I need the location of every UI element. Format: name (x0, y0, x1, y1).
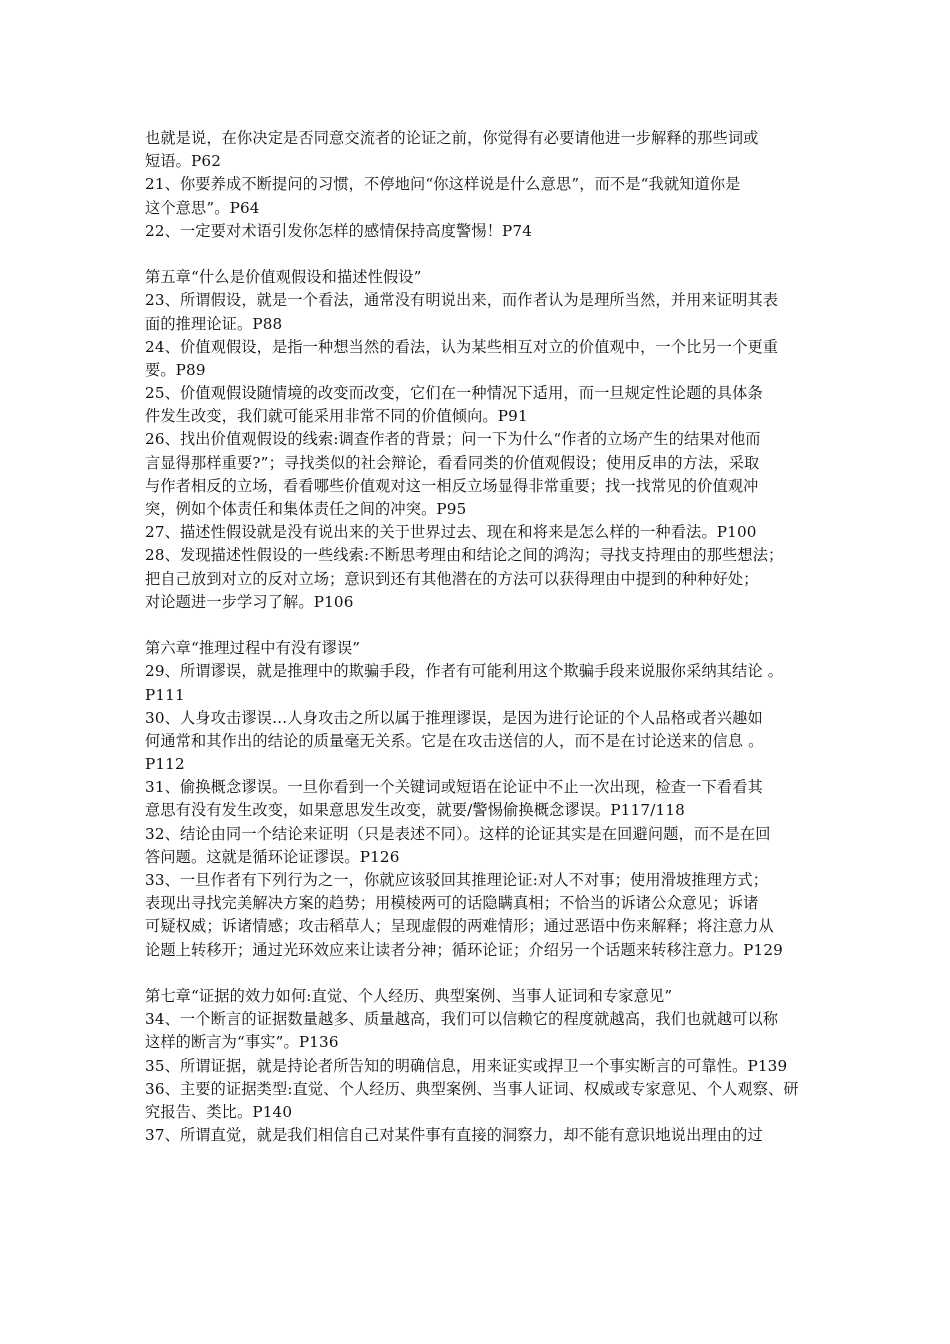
paragraph-line: 24、价值观假设，是指一种想当然的看法，认为某些相互对立的价值观中，一个比另一个更重 (145, 337, 779, 356)
numbered-paragraph (145, 707, 813, 777)
numbered-paragraph (145, 428, 813, 521)
paragraph-line: 答问题。这就是循环论证谬误。P126 (145, 847, 400, 866)
numbered-paragraph (145, 1078, 813, 1124)
paragraph-line: 意思有没有发生改变，如果意思发生改变，就要/警惕偷换概念谬误。P117/118 (145, 801, 685, 820)
numbered-paragraph (145, 660, 813, 706)
paragraph-line: 何通常和其作出的结论的质量毫无关系。它是在攻击送信的人，而不是在讨论送来的信息 。 (145, 731, 764, 750)
paragraph-line: 36、主要的证据类型:直觉、个人经历、典型案例、当事人证词、权威或专家意见、个人观察、研 (145, 1079, 799, 1098)
numbered-paragraph (145, 521, 813, 544)
paragraph-line: 30、人身攻击谬误…人身攻击之所以属于推理谬误，是因为进行论证的个人品格或者兴趣如 (145, 708, 763, 727)
numbered-paragraph (145, 869, 813, 962)
numbered-paragraph (145, 776, 813, 822)
numbered-paragraph (145, 127, 813, 173)
heading-text: 第五章“什么是价值观假设和描述性假设” (145, 268, 422, 287)
paragraph-line: 27、描述性假设就是没有说出来的关于世界过去、现在和将来是怎么样的一种看法。P100 (145, 523, 757, 542)
numbered-paragraph (145, 1124, 813, 1147)
paragraph-line: 对论题进一步学习了解。P106 (145, 592, 354, 611)
numbered-paragraph (145, 289, 813, 335)
paragraph-line: 32、结论由同一个结论来证明（只是表述不同）。这样的论证其实是在回避问题，而不是在回 (145, 824, 771, 843)
paragraph-line: 28、发现描述性假设的一些线索:不断思考理由和结论之间的鸿沟；寻找支持理由的那些想法； (145, 546, 784, 565)
paragraph-line: 26、找出价值观假设的线索:调查作者的背景；问一下为什么“作者的立场产生的结果对他而 (145, 430, 761, 449)
heading-text: 第七章“证据的效力如何:直觉、个人经历、典型案例、当事人证词和专家意见” (145, 986, 673, 1005)
numbered-paragraph (145, 173, 813, 219)
blank-line (145, 962, 813, 985)
paragraph-line: 29、所谓谬误，就是推理中的欺骗手段，作者有可能利用这个欺骗手段来说服你采纳其结论 。 (145, 662, 784, 681)
document-page (145, 127, 813, 1147)
numbered-paragraph (145, 544, 813, 614)
blank-line (145, 243, 813, 266)
heading-text: 第六章“推理过程中有没有谬误” (145, 639, 361, 658)
paragraph-line: 短语。P62 (145, 152, 222, 171)
paragraph-line: 这个意思”。P64 (145, 198, 260, 217)
numbered-paragraph (145, 336, 813, 382)
paragraph-line: 31、偷换概念谬误。一旦你看到一个关键词或短语在论证中不止一次出现，检查一下看看其 (145, 778, 763, 797)
paragraph-line: 言显得那样重要?”；寻找类似的社会辩论，看看同类的价值观假设；使用反串的方法，采取 (145, 453, 760, 472)
paragraph-line: 究报告、类比。P140 (145, 1102, 293, 1121)
paragraph-line: 23、所谓假设，就是一个看法，通常没有明说出来，而作者认为是理所当然，并用来证明其表 (145, 291, 779, 310)
paragraph-line: 突，例如个体责任和集体责任之间的冲突。P95 (145, 500, 467, 518)
paragraph-line: 35、所谓证据，就是持论者所告知的明确信息，用来证实或捍卫一个事实断言的可靠性。P139 (145, 1056, 788, 1075)
numbered-paragraph (145, 823, 813, 869)
paragraph-line: 件发生改变，我们就可能采用非常不同的价值倾向。P91 (145, 407, 528, 426)
paragraph-line: 25、价值观假设随情境的改变而改变，它们在一种情况下适用，而一旦规定性论题的具体条 (145, 384, 763, 403)
chapter-heading (145, 637, 813, 660)
paragraph-line: 37、所谓直觉，就是我们相信自己对某件事有直接的洞察力，却不能有意识地说出理由的过 (145, 1126, 763, 1145)
paragraph-line: 面的推理论证。P88 (145, 314, 283, 333)
blank-line (145, 614, 813, 637)
paragraph-line: 把自己放到对立的反对立场；意识到还有其他潜在的方法可以获得理由中提到的种种好处； (145, 569, 759, 588)
paragraph-line: P112 (145, 755, 185, 774)
chapter-heading (145, 266, 813, 289)
paragraph-line: 34、一个断言的证据数量越多、质量越高，我们可以信赖它的程度就越高，我们也就越可以称 (145, 1010, 779, 1029)
paragraph-line: 与作者相反的立场，看看哪些价值观对这一相反立场显得非常重要；找一找常见的价值观冲 (145, 476, 759, 495)
paragraph-line: 也就是说，在你决定是否同意交流者的论证之前，你觉得有必要请他进一步解释的那些词或 (145, 129, 759, 147)
paragraph-line: 论题上转移开；通过光环效应来让读者分神；循环论证；介绍另一个话题来转移注意力。P129 (145, 940, 783, 959)
paragraph-line: 这样的断言为“事实”。P136 (145, 1033, 339, 1052)
numbered-paragraph (145, 382, 813, 428)
numbered-paragraph (145, 1055, 813, 1078)
paragraph-line: 33、一旦作者有下列行为之一，你就应该驳回其推理论证:对人不对事；使用滑坡推理方式； (145, 871, 769, 889)
chapter-heading (145, 985, 813, 1008)
paragraph-line: 21、你要养成不断提问的习惯，不停地问“你这样说是什么意思”，而不是“我就知道你是 (145, 175, 741, 194)
paragraph-line: 22、一定要对术语引发你怎样的感情保持高度警惕！P74 (145, 221, 533, 240)
numbered-paragraph (145, 1008, 813, 1054)
paragraph-line: 可疑权威；诉诸情感；攻击稻草人；呈现虚假的两难情形；通过恶语中伤来解释；将注意力从 (145, 917, 774, 936)
numbered-paragraph (145, 220, 813, 243)
paragraph-line: 表现出寻找完美解决方案的趋势；用模棱两可的话隐瞒真相；不恰当的诉诸公众意见；诉诸 (145, 894, 759, 913)
paragraph-line: 要。P89 (145, 360, 206, 379)
paragraph-line: P111 (145, 685, 185, 704)
